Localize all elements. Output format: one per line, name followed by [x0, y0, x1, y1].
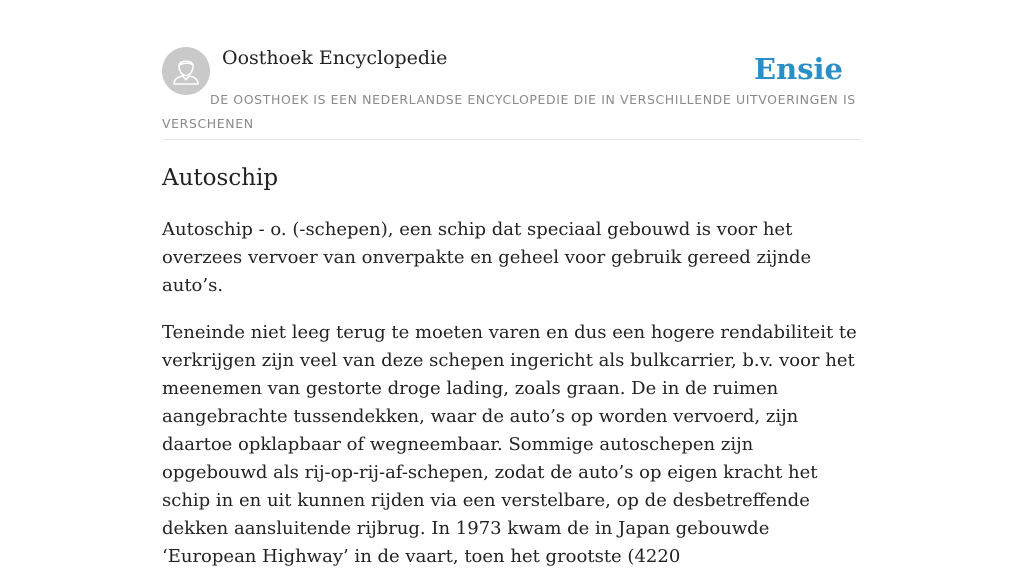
article [162, 160, 862, 571]
brand-logo[interactable]: Ensie [754, 52, 843, 86]
source-name[interactable]: Oosthoek Encyclopedie [222, 47, 448, 69]
article-paragraph-1: Autoschip - o. (-schepen), een schip dat speciaal gebouwd is voor het overzees vervoer van onverpakte en geheel voor gebruik gereed zijnde auto’s. [162, 219, 812, 296]
source-header [162, 0, 862, 140]
source-tagline: DE OOSTHOEK IS EEN NEDERLANDSE ENCYCLOPEDIE DIE IN VERSCHILLENDE UITVOERINGEN IS VERSCHENEN [162, 92, 856, 131]
article-paragraph-2: Teneinde niet leeg terug te moeten varen en dus een hogere rendabiliteit te verkrijgen zijn veel van deze schepen ingericht als bulkcarrier, b.v. voor het meenemen van gestorte droge lading, zoals graan. De in de ruimen aangebrachte tussendekken, waar de auto’s op worden vervoerd, zijn daartoe opklapbaar of wegneembaar. Sommige autoschepen zijn opgebouwd als rij-op-rij-af-schepen, zodat de auto’s op eigen kracht het schip in en uit kunnen rijden via een verstelbare, op de desbetreffende dekken aansluitende rijbrug. In 1973 kwam de in Japan gebouwde ‘European Highway’ in de vaart, toen het grootste (4220 [162, 322, 857, 567]
article-title: Autoschip [162, 165, 279, 191]
